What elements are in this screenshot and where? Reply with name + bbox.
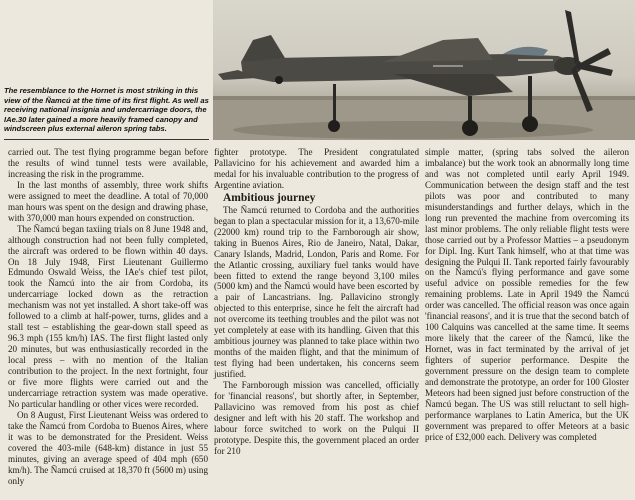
aircraft-photo [213,0,635,140]
caption-divider [4,139,209,140]
paragraph: simple matter, (spring tabs solved the aileron imbalance) but the work took an abnormally long time and was not completed until early April 1949. Communication between the design staff and the test pilots was poor and contributed to many misunderstandings and further delays, which in the long run prevented the machine from overcoming its last minor problems. The only reliable flight tests were those carried out by a Professor Matties – a pseudonym for Dipl. Ing. Kurt Tank himself, who at that time was designing the Pulqui II. Tank reported fairly favourably on the Ñamcú's flying performance and gave some useful advice on possible remedies for the few remaining problems. Late in April 1949 the Ñamcú order was cancelled. The official reason was once again 'financial reasons', and it is true that the second batch of 100 Calquins was cancelled at the same time. It seems more likely that the career of the Ñamcú, like the Hornet, was in fact terminated by the arrival of jet fighters of superior performance. Despite the government pressure on the design team to complete and demonstrate the prototype, an order for 100 Gloster Meteors had been signed just before construction of the Ñamcú began. The US was still reluctant to sell high-performance warplanes to Latin America, but the UK government was prepared to offer Meteors at a basic price of £32,000 each. Delivery was completed [425,147,629,442]
paragraph: On 8 August, First Lieutenant Weiss was ordered to take the Ñamcú from Cordoba to Buenos Aires, where it was to be demonstrated for the President. Weiss covered the 403-mile (648-km) distance in just 55 minutes, giving an average speed of 404 mph (650 km/h). The Ñamcú cruised at 18,370 ft (5600 m) using only [8,409,208,486]
paragraph: The Ñamcú returned to Cordoba and the authorities began to plan a spectacular mission for it, a 13,670-mile (22000 km) round trip to the Farnborough air show, taking in Buenos Aires, Rio de Janeiro, Natal, Dakar, Canary Islands, Madrid, London, Paris and Rome. For the Atlantic crossing, auxiliary fuel tanks would have been fitted to extend the range beyond 3,100 miles (5000 km) and the Ñamcú would have been escorted by a pair of Lancastrians. Ing. Pallavicino strongly objected to this enterprise, since he felt the aircraft had not overcome its teething troubles and the pilot was not yet completely at ease with its handling. Given that this ambitious journey was planned to take place within two months of the maiden flight, and that the minimum of test flying had been undertaken, his concerns seem justified. [214,204,419,380]
paragraph: carried out. The test flying programme began before the results of wind tunnel tests were available, increasing the risk in the programme. [8,147,208,179]
paragraph: The Ñamcú began taxiing trials on 8 June 1948 and, although construction had not been fully completed, the aircraft was ordered to be flown within 40 days. On 18 July 1948, First Lieutenant Guillermo Edmundo Oswald Weiss, the IAe's chief test pilot, took the Ñamcú into the air from Cordoba, its undercarriage locked down as the retraction mechanism was not yet installed. A short take-off was followed to a climb at half-power, turns, glides and a stall test – establishing the gear-down stall speed as 96.3 mph (155 km/h) IAS. The first flight lasted only 20 minutes, but was enthusiastically recorded in the local press – with no mention of the Italian contribution to the project. In the next fortnight, four or five more flights were carried out and the undercarriage retraction system was made operative. No particular handling or other vices were recorded. [8,223,208,409]
section-heading: Ambitious journey [223,191,316,204]
photo-caption: The resemblance to the Hornet is most striking in this view of the Ñamcú at the time of its first flight. As well as receiving national insignia and undercarriage doors, the IAe.30 later gained a more heavily framed canopy and windscreen plus external aileron spring tabs. [4,86,209,134]
text-column-1 [8,147,208,487]
text-column-3 [425,147,629,443]
paragraph: In the last months of assembly, three work shifts were assigned to meet the deadline. A total of 70,000 man hours was spent on the design and drawing phase, with 370,000 man hours expended on construction. [8,179,208,223]
paragraph: fighter prototype. The President congratulated Pallavicino for his achievement and awarded him a medal for his invaluable contribution to the progress of Argentine aviation. [214,147,419,190]
aircraft-illustration [213,0,635,140]
paragraph: The Farnborough mission was cancelled, officially for 'financial reasons', but shortly after, in September, Pallavicino was removed from his post as chief designer and left with his 20 staff. The workshop and labour force switched to work on the Pulqui II prototype. Despite this, the government placed an order for 210 [214,380,419,456]
text-column-2 [214,147,419,457]
